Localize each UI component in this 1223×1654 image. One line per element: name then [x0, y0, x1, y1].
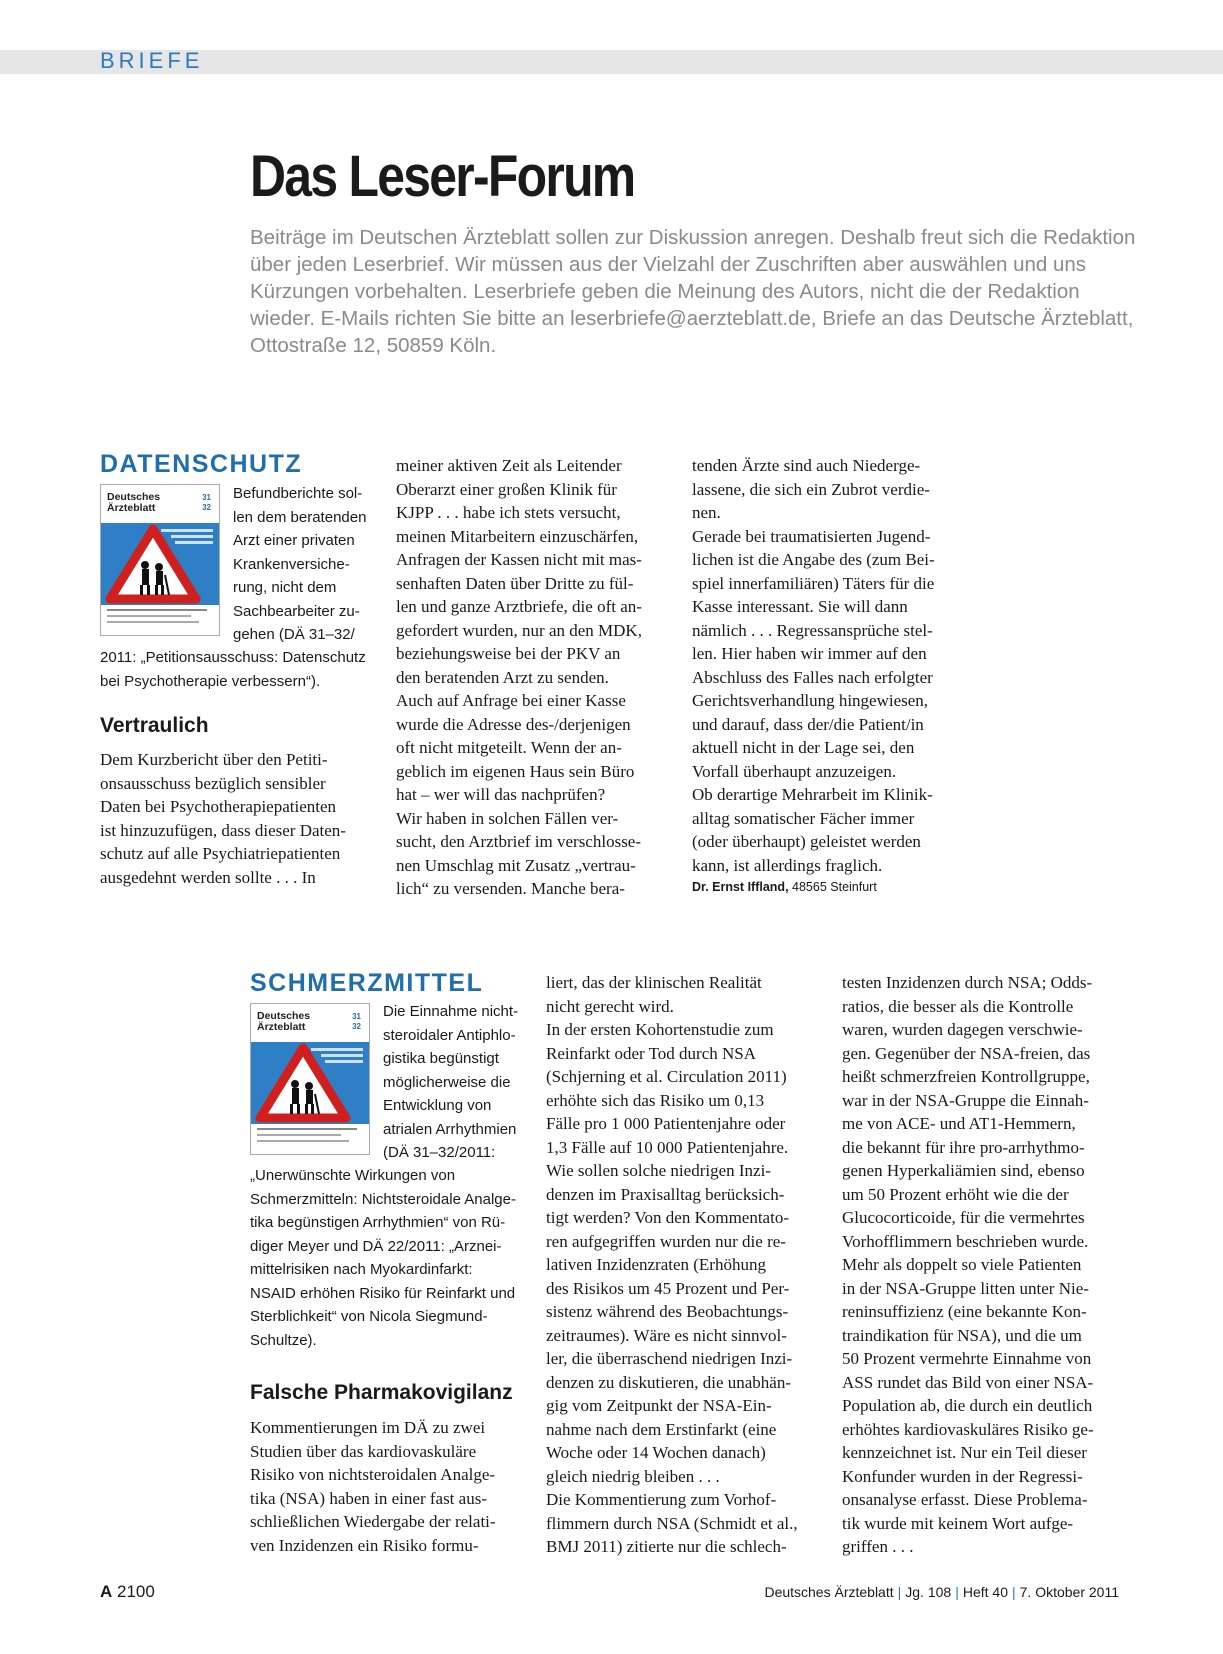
letter2-reference-bottom: „Unerwünschte Wirkungen von Schmerzmitteln: Nichtsteroidale Analge- tika begünstigen Arrhythmien“ von Rü- diger Meyer und DÄ 22/2011: „Arznei- mittelrisiken nach Myokardinfarkt: NSAID erhöhen Risiko für Reinfarkt und Sterblichkeit“ von Nicola Siegmund- Schultze).: [250, 1167, 516, 1349]
cover-issue: 31 32: [202, 493, 211, 512]
page-number: A 2100: [100, 1582, 155, 1601]
letter2-cover-thumbnail: [250, 1003, 370, 1155]
letter1-column-1: Dem Kurzbericht über den Petiti- onsausschuss bezüglich sensibler Daten bei Psychotherapiepatienten ist hinzuzufügen, dass dieser Daten- schutz auf alle Psychiatriepatienten ausgedehnt werden sollte . . . In: [100, 750, 346, 887]
cover-brand: Deutsches Ärzteblatt: [107, 491, 161, 514]
letter1-heading: DATENSCHUTZ: [100, 450, 303, 478]
footer-issue: Heft 40: [962, 1584, 1008, 1600]
letter1-reference-bottom: 2011: „Petitionsausschuss: Datenschutz bei Psychotherapie verbessern“).: [100, 649, 366, 690]
letter1-reference-top: Befundberichte sol- len dem beratenden Arzt einer privaten Krankenversiche- rung, nicht dem Sachbearbeiter zu- gehen (DÄ 31–32/: [233, 485, 367, 643]
letter2-heading: SCHMERZMITTEL: [250, 969, 484, 997]
cover-issue: 31 32: [352, 1012, 361, 1031]
letter2-column-2: liert, das der klinischen Realität nicht gerecht wird. In der ersten Kohortenstudie zum Reinfarkt oder Tod durch NSA (Schjerning et al. Circulation 2011) erhöhte sich das Risiko um 0,13 Fälle pro 1 000 Patientenjahre oder 1,3 Fälle auf 10 000 Patientenjahre. Wie sollen solche niedrigen Inzi- denzen im Praxisalltag berücksich- tigt werden? Von den Kommentato- ren aufgegriffen wurden nur die re- lativen Inzidenzraten (Erhöhung des Risikos um 45 Prozent und Per- sistenz während des Beobachtungs- zeitraumes). Wäre es nicht sinnvol- ler, die überraschend niedrigen Inzi- denzen zu diskutieren, die unabhän- gig vom Zeitpunkt der NSA-Ein- nahme nach dem Erstinfarkt (eine Woche oder 14 Wochen danach) gleich niedrig bleiben . . . Die Kommentierung zum Vorhof- flimmern durch NSA (Schmidt et al., BMJ 2011) zitierte nur die schlech-: [546, 973, 798, 1556]
letter2-reference-top: Die Einnahme nicht- steroidaler Antiphlo- gistika begünstigt möglicherweise die Entwicklung von atrialen Arrhythmien (DÄ 31–32/2011:: [383, 1003, 519, 1161]
section-label: BRIEFE: [100, 48, 204, 73]
letter2-column-3: testen Inzidenzen durch NSA; Odds- ratios, die besser als die Kontrolle waren, wurden dagegen verschwie- gen. Gegenüber der NSA-freien, das heißt schmerzfreien Kontrollgruppe, war in der NSA-Gruppe die Einnah- me von ACE- und AT1-Hemmern, die bekannt für ihre pro-arrhythmo- genen Hyperkaliämien sind, ebenso um 50 Prozent erhöht wie die der Glucocorticoide, für die vermehrtes Vorhofflimmern beschrieben wurde. Mehr als doppelt so viele Patienten in der NSA-Gruppe litten unter Nie- reninsuffizienz (eine bekannte Kon- traindikation für NSA), und die um 50 Prozent vermehrte Einnahme von ASS rundet das Bild von einer NSA- Population ab, die durch ein deutlich erhöhtes kardiovaskuläres Risiko ge- kennzeichnet ist. Nur ein Teil dieser Konfunder wurden in der Regressi- onsanalyse erfasst. Diese Problema- tik wurde mit keinem Wort aufge- griffen . . .: [842, 973, 1094, 1556]
letter2-subheading: Falsche Pharmakovigilanz: [250, 1381, 513, 1404]
letter1-column-2: meiner aktiven Zeit als Leitender Oberarzt einer großen Klinik für KJPP . . . habe ich stets versucht, meinen Mitarbeitern einzuschärfen, Anfragen der Kassen nicht mit mas- senhaften Daten über Dritte zu fül- len und ganze Arztbriefe, die oft an- gefordert wurden, nur an den MDK, beziehungsweise bei der PKV an den beratenden Arzt zu senden. Auch auf Anfrage bei einer Kasse wurde die Adresse des-/derjenigen oft nicht mitgeteilt. Wenn der an- geblich im eigenen Haus sein Büro hat – wer will das nachprüfen? Wir haben in solchen Fällen ver- sucht, den Arztbrief im verschlosse- nen Umschlag mit Zusatz „vertrau- lich“ zu versenden. Manche bera-: [396, 456, 642, 898]
page-title: Das Leser-Forum: [250, 144, 635, 209]
footer-date: 7. Oktober 2011: [1019, 1584, 1119, 1600]
letter1-subheading: Vertraulich: [100, 714, 209, 737]
intro-text: Beiträge im Deutschen Ärzteblatt sollen zur Diskussion anregen. Deshalb freut sich die Redaktion über jeden Leserbrief. Wir müssen aus der Vielzahl der Zuschriften aber auswählen und uns Kürzungen vorbehalten. Leserbriefe geben die Meinung des Autors, nicht die der Redaktion wieder. E-Mails richten Sie bitte an leserbriefe@aerzteblatt.de, Briefe an das Deutsche Ärzteblatt, Ottostraße 12, 50859 Köln.: [250, 226, 1136, 357]
footer-citation: Deutsches Ärzteblatt | Jg. 108 | Heft 40 | 7. Oktober 2011: [764, 1584, 1119, 1600]
letter1-cover-thumbnail: [100, 484, 220, 636]
letter1-column-3: tenden Ärzte sind auch Niederge- lassene, die sich ein Zubrot verdie- nen. Gerade bei traumatisierten Jugend- lichen ist die Angabe des (zum Bei- spiel innerfamiliären) Täters für die Kasse interessant. Sie will dann nämlich . . . Regressansprüche stel- len. Hier haben wir immer auf den Abschluss des Falles nach erfolgter Gerichtsverhandlung hingewiesen, und darauf, dass der/die Patient/in aktuell nicht in der Lage sei, den Vorfall überhaupt anzuzeigen. Ob derartige Mehrarbeit im Klinik- alltag somatischer Fächer immer (oder überhaupt) geleistet werden kann, ist allerdings fraglich. Dr. Ernst Iffland, 48565 Steinfurt: [692, 454, 935, 897]
letter2-column-1: Kommentierungen im DÄ zu zwei Studien über das kardiovaskuläre Risiko von nichtsteroidalen Analge- tika (NSA) haben in einer fast aus- schließlichen Wiedergabe der relati- ven Inzidenzen ein Risiko formu-: [250, 1418, 496, 1555]
footer-volume: Jg. 108: [905, 1584, 952, 1600]
cover-brand: Deutsches Ärzteblatt: [257, 1010, 311, 1033]
footer-journal: Deutsches Ärzteblatt: [764, 1584, 894, 1600]
letter1-author: Dr. Ernst Iffland, 48565 Steinfurt: [692, 880, 877, 894]
